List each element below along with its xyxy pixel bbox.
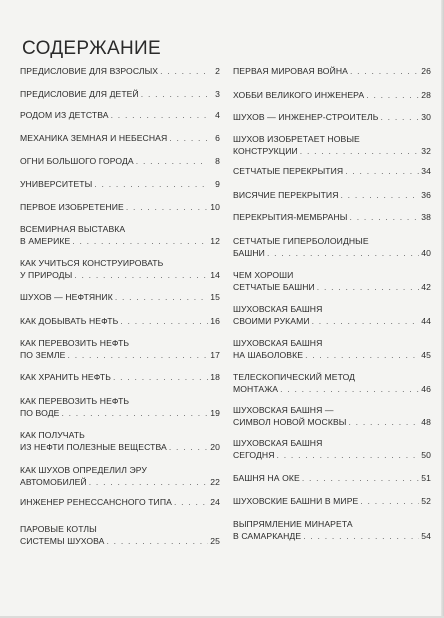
toc-entry-title: ВИСЯЧИЕ ПЕРЕКРЫТИЯ xyxy=(233,190,339,200)
dot-leader xyxy=(169,133,208,145)
toc-entry-title: БАШНЯ НА ОКЕ xyxy=(233,473,300,483)
toc-entry[interactable] xyxy=(233,190,431,202)
toc-page-number: 12 xyxy=(210,235,220,246)
toc-entry-title-line: ШУХОВСКАЯ БАШНЯ xyxy=(233,304,323,314)
toc-page-number: 42 xyxy=(421,281,431,292)
dot-leader xyxy=(120,316,208,328)
dot-leader xyxy=(302,473,419,485)
dot-leader xyxy=(174,497,208,509)
toc-entry-row xyxy=(20,89,220,101)
toc-entry-row xyxy=(20,497,220,509)
toc-entry-title: ПЕРВАЯ МИРОВАЯ ВОЙНА xyxy=(233,66,348,76)
toc-entry-title-line: ШУХОВСКАЯ БАШНЯ xyxy=(233,438,323,448)
dot-leader xyxy=(106,536,208,548)
toc-entry-row xyxy=(20,110,220,122)
toc-page-number: 50 xyxy=(421,449,431,460)
toc-entry[interactable] xyxy=(233,438,431,461)
dot-leader xyxy=(303,531,419,543)
toc-entry-row xyxy=(233,316,431,328)
toc-entry-row xyxy=(20,536,220,548)
toc-entry-title: ПЕРЕКРЫТИЯ-МЕМБРАНЫ xyxy=(233,212,348,222)
toc-entry-row xyxy=(233,473,431,485)
toc-page-number: 40 xyxy=(421,247,431,258)
toc-entry[interactable] xyxy=(233,90,431,102)
toc-entry-row xyxy=(20,66,220,78)
toc-page-number: 9 xyxy=(215,179,220,189)
toc-page-number: 45 xyxy=(421,349,431,360)
toc-entry-title: ШУХОВ — ИНЖЕНЕР-СТРОИТЕЛЬ xyxy=(233,112,379,122)
dot-leader xyxy=(317,282,419,294)
toc-entry-row xyxy=(20,179,220,191)
toc-entry[interactable] xyxy=(20,396,220,419)
toc-entry-title-line: ШУХОВ ИЗОБРЕТАЕТ НОВЫЕ xyxy=(233,134,360,144)
toc-entry[interactable] xyxy=(20,224,220,247)
toc-entry[interactable] xyxy=(20,465,220,488)
toc-page-number: 44 xyxy=(421,315,431,326)
toc-entry[interactable] xyxy=(233,236,431,259)
toc-entry[interactable] xyxy=(20,110,220,122)
dot-leader xyxy=(89,477,208,489)
toc-entry[interactable] xyxy=(20,133,220,145)
toc-entry-row xyxy=(20,316,220,328)
toc-entry[interactable] xyxy=(20,89,220,101)
toc-entry[interactable] xyxy=(20,258,220,281)
toc-page-number: 14 xyxy=(210,269,220,280)
toc-entry-title: У ПРИРОДЫ xyxy=(20,269,73,280)
toc-entry-row xyxy=(233,66,431,78)
toc-entry-row xyxy=(20,408,220,420)
toc-entry[interactable] xyxy=(20,430,220,453)
toc-entry-row xyxy=(20,442,220,454)
toc-entry-title: ОГНИ БОЛЬШОГО ГОРОДА xyxy=(20,156,134,166)
toc-entry-row xyxy=(233,90,431,102)
toc-page-number: 20 xyxy=(210,441,220,452)
toc-entry-row xyxy=(233,531,431,543)
toc-entry-row xyxy=(20,156,220,168)
toc-entry-title: ШУХОВСКИЕ БАШНИ В МИРЕ xyxy=(233,496,359,506)
dot-leader xyxy=(68,350,208,362)
dot-leader xyxy=(277,450,419,462)
toc-entry-title: БАШНИ xyxy=(233,247,265,258)
toc-entry[interactable] xyxy=(20,202,220,214)
dot-leader xyxy=(61,408,208,420)
toc-entry-title: СЕТЧАТЫЕ ПЕРЕКРЫТИЯ xyxy=(233,166,344,176)
toc-entry[interactable] xyxy=(233,473,431,485)
toc-entry-title-line: ПАРОВЫЕ КОТЛЫ xyxy=(20,524,97,534)
toc-entry-row xyxy=(20,372,220,384)
dot-leader xyxy=(360,496,419,508)
toc-entry-row xyxy=(233,450,431,462)
toc-entry-title-line: ШУХОВСКАЯ БАШНЯ — xyxy=(233,405,334,415)
toc-page-number: 52 xyxy=(421,496,431,506)
toc-entry-row xyxy=(233,282,431,294)
toc-entry-title-line: ВСЕМИРНАЯ ВЫСТАВКА xyxy=(20,224,126,234)
toc-entry[interactable] xyxy=(20,156,220,168)
toc-page-number: 17 xyxy=(210,349,220,360)
toc-entry[interactable] xyxy=(233,304,431,327)
toc-entry[interactable] xyxy=(20,372,220,384)
dot-leader xyxy=(111,110,208,122)
dot-leader xyxy=(345,166,419,178)
toc-entry-title: ПЕРВОЕ ИЗОБРЕТЕНИЕ xyxy=(20,202,124,212)
toc-entry-title-line: КАК УЧИТЬСЯ КОНСТРУИРОВАТЬ xyxy=(20,258,164,268)
toc-page-number: 15 xyxy=(210,292,220,302)
toc-entry-title-line: ТЕЛЕСКОПИЧЕСКИЙ МЕТОД xyxy=(233,372,356,382)
toc-entry-row xyxy=(20,236,220,248)
toc-entry-row xyxy=(233,190,431,202)
toc-entry-row xyxy=(233,350,431,362)
toc-entry-row xyxy=(20,270,220,282)
page-title: СОДЕРЖАНИЕ xyxy=(22,38,161,59)
toc-entry-title-line: ВЫПРЯМЛЕНИЕ МИНАРЕТА xyxy=(233,519,353,529)
toc-page-number: 3 xyxy=(215,89,220,99)
toc-entry-row xyxy=(20,350,220,362)
toc-page-number: 24 xyxy=(210,497,220,507)
toc-page-number: 30 xyxy=(421,112,431,122)
toc-page-number: 18 xyxy=(210,372,220,382)
toc-entry-title: УНИВЕРСИТЕТЫ xyxy=(20,179,93,189)
toc-page-number: 48 xyxy=(421,416,431,427)
toc-entry[interactable] xyxy=(20,338,220,361)
toc-entry-row xyxy=(20,133,220,145)
dot-leader xyxy=(312,316,419,328)
toc-entry[interactable] xyxy=(233,405,431,428)
toc-entry-title: РОДОМ ИЗ ДЕТСТВА xyxy=(20,110,109,120)
toc-page-number: 28 xyxy=(421,90,431,100)
toc-page-number: 34 xyxy=(421,166,431,176)
dot-leader xyxy=(74,270,208,282)
dot-leader xyxy=(267,248,419,260)
dot-leader xyxy=(136,156,208,168)
toc-entry[interactable] xyxy=(233,496,431,508)
toc-page-number: 6 xyxy=(215,133,220,143)
toc-entry-title: СИСТЕМЫ ШУХОВА xyxy=(20,535,105,546)
toc-page-number: 16 xyxy=(210,316,220,326)
toc-entry-title: АВТОМОБИЛЕЙ xyxy=(20,476,87,487)
toc-entry-title: ПРЕДИСЛОВИЕ ДЛЯ ДЕТЕЙ xyxy=(20,89,139,99)
toc-entry-row xyxy=(233,417,431,429)
toc-entry-title-line: КАК ПЕРЕВОЗИТЬ НЕФТЬ xyxy=(20,338,130,348)
toc-page-number: 8 xyxy=(215,156,220,166)
toc-entry-title: КАК ХРАНИТЬ НЕФТЬ xyxy=(20,372,111,382)
toc-page-number: 22 xyxy=(210,476,220,487)
dot-leader xyxy=(160,66,208,78)
toc-entry-title: ИЗ НЕФТИ ПОЛЕЗНЫЕ ВЕЩЕСТВА xyxy=(20,441,167,452)
toc-page-number: 4 xyxy=(215,110,220,120)
toc-entry-row xyxy=(233,112,431,124)
toc-entry[interactable] xyxy=(20,66,220,78)
dot-leader xyxy=(348,417,419,429)
dot-leader xyxy=(169,442,208,454)
dot-leader xyxy=(126,202,208,214)
dot-leader xyxy=(113,372,208,384)
toc-entry[interactable] xyxy=(233,112,431,124)
toc-entry-title: ПРЕДИСЛОВИЕ ДЛЯ ВЗРОСЛЫХ xyxy=(20,66,159,76)
toc-entry-title: СИМВОЛ НОВОЙ МОСКВЫ xyxy=(233,416,347,427)
toc-entry[interactable] xyxy=(233,519,431,542)
toc-entry[interactable] xyxy=(20,292,220,304)
toc-entry-title: КАК ДОБЫВАТЬ НЕФТЬ xyxy=(20,316,119,326)
toc-entry-title: КОНСТРУКЦИИ xyxy=(233,145,298,156)
toc-entry-title: МОНТАЖА xyxy=(233,383,279,394)
dot-leader xyxy=(141,89,208,101)
toc-entry[interactable] xyxy=(20,316,220,328)
toc-entry-title: ПО ВОДЕ xyxy=(20,407,60,418)
dot-leader xyxy=(94,179,208,191)
toc-entry[interactable] xyxy=(233,212,431,224)
toc-page-number: 32 xyxy=(421,145,431,156)
toc-entry-title: ИНЖЕНЕР РЕНЕССАНСНОГО ТИПА xyxy=(20,497,172,507)
toc-entry-title: СЕГОДНЯ xyxy=(233,449,275,460)
toc-entry-title-line: ШУХОВСКАЯ БАШНЯ xyxy=(233,338,323,348)
toc-page-number: 26 xyxy=(421,66,431,76)
toc-page-number: 10 xyxy=(210,202,220,212)
toc-page-number: 36 xyxy=(421,190,431,200)
toc-page-number: 19 xyxy=(210,407,220,418)
dot-leader xyxy=(72,236,208,248)
toc-page-number: 54 xyxy=(421,530,431,541)
toc-entry-row xyxy=(20,477,220,489)
toc-entry-row xyxy=(233,212,431,224)
toc-page-number: 46 xyxy=(421,383,431,394)
toc-entry-title: ХОББИ ВЕЛИКОГО ИНЖЕНЕРА xyxy=(233,90,365,100)
toc-entry[interactable] xyxy=(233,66,431,78)
dot-leader xyxy=(280,384,419,396)
toc-entry-title: МЕХАНИКА ЗЕМНАЯ И НЕБЕСНАЯ xyxy=(20,133,168,143)
toc-entry-title: СВОИМИ РУКАМИ xyxy=(233,315,310,326)
toc-entry[interactable] xyxy=(20,497,220,509)
toc-entry-title: В САМАРКАНДЕ xyxy=(233,530,302,541)
dot-leader xyxy=(366,90,419,102)
toc-entry-title-line: ЧЕМ ХОРОШИ xyxy=(233,270,294,280)
toc-page-number: 51 xyxy=(421,473,431,483)
toc-entry-title-line: КАК ПОЛУЧАТЬ xyxy=(20,430,85,440)
toc-entry-row xyxy=(233,166,431,178)
toc-page-number: 2 xyxy=(215,66,220,76)
dot-leader xyxy=(300,146,419,158)
dot-leader xyxy=(350,212,419,224)
toc-entry[interactable] xyxy=(233,270,431,293)
toc-entry-row xyxy=(20,292,220,304)
dot-leader xyxy=(380,112,419,124)
toc-page-number: 38 xyxy=(421,212,431,222)
toc-entry[interactable] xyxy=(20,524,220,547)
toc-entry-title: В АМЕРИКЕ xyxy=(20,235,71,246)
toc-entry-title-line: КАК ШУХОВ ОПРЕДЕЛИЛ ЭРУ xyxy=(20,465,147,475)
toc-entry-row xyxy=(233,496,431,508)
toc-entry[interactable] xyxy=(20,179,220,191)
toc-entry-row xyxy=(233,384,431,396)
toc-entry[interactable] xyxy=(233,372,431,395)
toc-entry-title: СЕТЧАТЫЕ БАШНИ xyxy=(233,281,315,292)
toc-entry-row xyxy=(20,202,220,214)
dot-leader xyxy=(350,66,419,78)
toc-entry[interactable] xyxy=(233,338,431,361)
dot-leader xyxy=(115,292,208,304)
toc-entry-title: ПО ЗЕМЛЕ xyxy=(20,349,66,360)
toc-entry-title: НА ШАБОЛОВКЕ xyxy=(233,349,304,360)
dot-leader xyxy=(341,190,420,202)
toc-page-number: 25 xyxy=(210,535,220,546)
toc-entry-row xyxy=(233,146,431,158)
toc-entry-title-line: СЕТЧАТЫЕ ГИПЕРБОЛОИДНЫЕ xyxy=(233,236,369,246)
toc-entry[interactable] xyxy=(233,166,431,178)
toc-entry[interactable] xyxy=(233,134,431,157)
toc-entry-row xyxy=(233,248,431,260)
dot-leader xyxy=(305,350,419,362)
toc-entry-title-line: КАК ПЕРЕВОЗИТЬ НЕФТЬ xyxy=(20,396,130,406)
toc-entry-title: ШУХОВ — НЕФТЯНИК xyxy=(20,292,113,302)
